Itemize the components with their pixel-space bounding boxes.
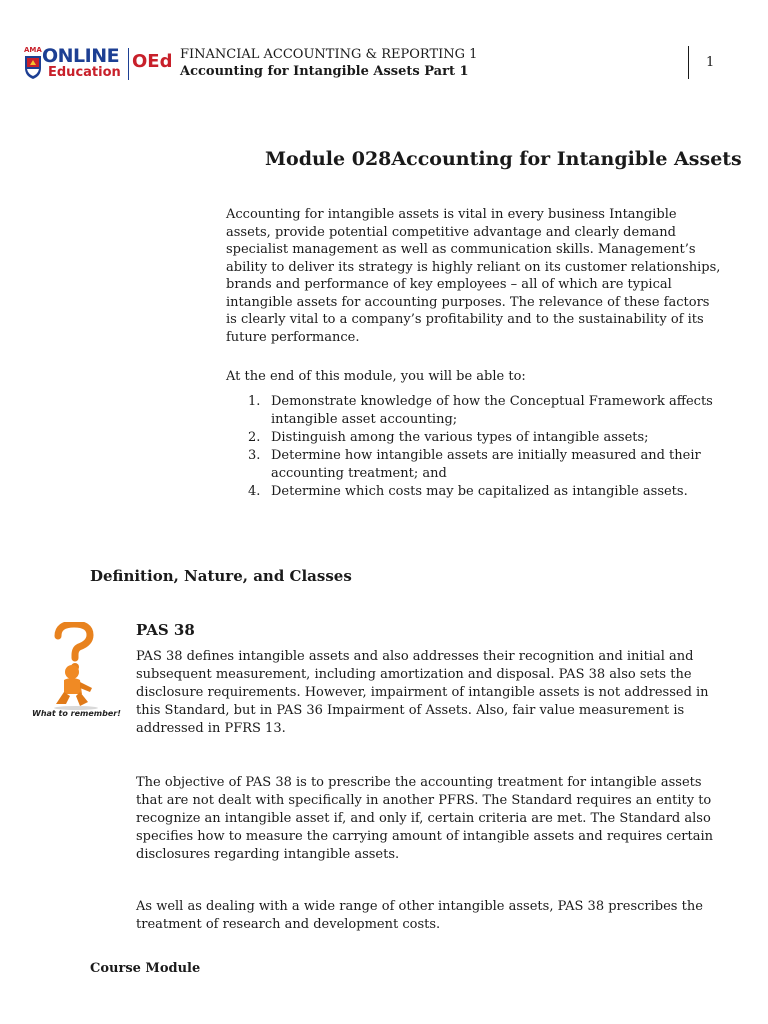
intro-paragraph [226, 206, 721, 346]
research-development-paragraph: As well as dealing with a wide range of other intangible assets, PAS 38 prescribes the treatment of research and development costs. [136, 899, 703, 932]
pas-38-objective-paragraph: The objective of PAS 38 is to prescribe the accounting treatment for intangible assets that are not dealt with specifically in another PFRS. The Standard requires an entity to recognize an intangible asset if, and only if, certain criteria are met. The Standard also specifies how to measure the carrying amount of intangible assets and requires certain disclosures regarding intangible assets. [136, 775, 713, 862]
page-title: Module 028Accounting for Intangible Assets [265, 148, 742, 170]
list-item-text: Demonstrate knowledge of how the Conceptual Framework affects intangible asset accounting; [271, 394, 713, 427]
list-item-text: Distinguish among the various types of intangible assets; [271, 430, 649, 445]
list-item [248, 429, 766, 447]
remember-caption: What to remember! [32, 709, 121, 718]
header-divider [688, 46, 689, 79]
list-item [248, 483, 766, 501]
list-number: 1. [248, 394, 261, 409]
list-number: 3. [248, 448, 261, 463]
section-heading: Definition, Nature, and Classes [90, 567, 352, 585]
logo-oed-text: OEd [132, 51, 173, 72]
pas-38-heading: PAS 38 [136, 621, 195, 639]
logo-ama-text: AMA [24, 46, 42, 54]
course-name: FINANCIAL ACCOUNTING & REPORTING 1 [180, 47, 478, 62]
intro-text: Accounting for intangible assets is vital in every business Intangible assets, provide potential competitive advantage and clearly demand specialist management as well as communication skills. Management’s ability to deliver its strategy is highly reliant on its customer relationships, brands and performance of key employees – all of which are typical intangible assets for accounting purposes. The relevance of these factors is clearly vital to a company’s profitability and to the sustainability of its future performance. [226, 207, 721, 345]
footer-course-module: Course Module [90, 961, 201, 976]
list-number: 4. [248, 484, 261, 499]
page-number: 1 [706, 55, 715, 70]
shield-icon [24, 54, 42, 80]
list-item [248, 447, 766, 483]
objectives-list [226, 393, 766, 501]
list-item [248, 393, 766, 429]
logo-divider [128, 48, 129, 80]
pas-38-definition-paragraph: PAS 38 defines intangible assets and also addresses their recognition and initial and subsequent measurement, including amortization and disposal. PAS 38 also sets the disclosure requirements. However, impairment of intangible assets is not addressed in this Standard, but in PAS 36 Impairment of Assets. Also, fair value measurement is addressed in PFRS 13. [136, 649, 709, 736]
module-subtitle: Accounting for Intangible Assets Part 1 [180, 64, 469, 79]
list-item-text: Determine which costs may be capitalized as intangible assets. [271, 484, 688, 499]
list-item-text: Determine how intangible assets are initially measured and their accounting treatment; and [271, 448, 701, 481]
objectives-lead: At the end of this module, you will be able to: [226, 369, 526, 384]
logo-online-text: ONLINE [42, 45, 120, 67]
list-number: 2. [248, 430, 261, 445]
online-education-logo [24, 46, 174, 86]
logo-education-text: Education [48, 65, 121, 80]
question-mark-figure-icon [36, 622, 116, 710]
